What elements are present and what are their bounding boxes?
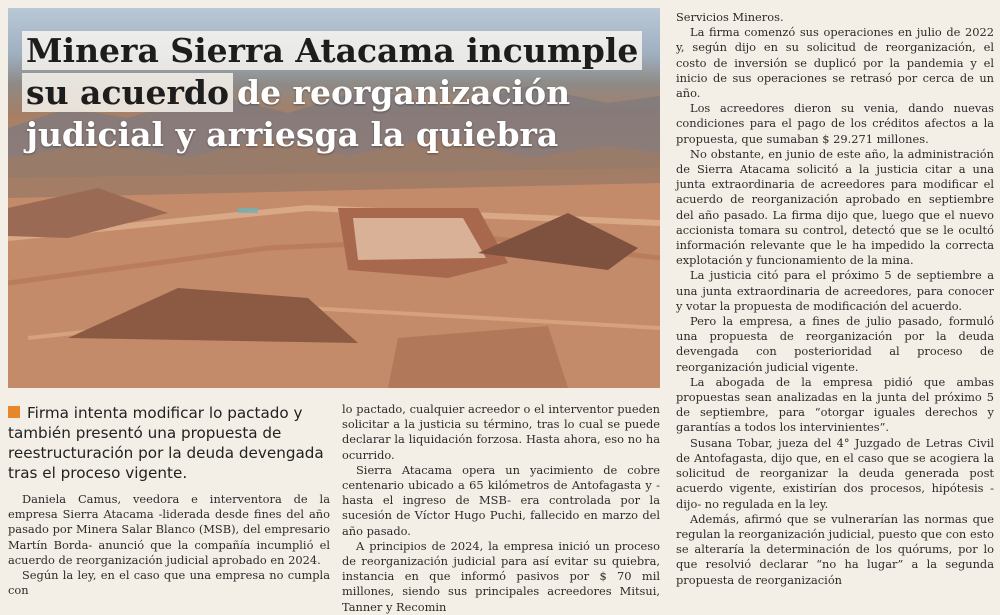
mine-aerial-photo — [8, 8, 660, 388]
orange-square-bullet-icon — [8, 406, 20, 418]
paragraph: La firma comenzó sus operaciones en julio de 2022 y, según dijo en su solicitud de reorganización, el costo de inversión se duplicó por la pandemia y el inicio de sus operaciones se retrasó por cerca de un año. — [676, 25, 994, 101]
paragraph: La abogada de la empresa pidió que ambas propuestas sean analizadas en la junta del próximo 5 de septiembre, para “otorgar iguales derechos y garantías a todos los intervinientes”. — [676, 374, 994, 435]
paragraph: lo pactado, cualquier acreedor o el interventor pueden solicitar a la justicia su término, tras lo cual se puede declarar la liquidación forzosa. Hasta ahora, eso no ha ocurrido. — [342, 402, 660, 462]
paragraph: Según la ley, en el caso que una empresa no cumpla con — [8, 568, 330, 598]
subheadline — [8, 403, 328, 483]
paragraph: Pero la empresa, a fines de julio pasado, formuló una propuesta de reorganización por la deuda devengada con posterioridad al proceso de reorganización judicial vigente. — [676, 314, 994, 374]
headline-line-2-light: de reorganización — [237, 73, 571, 112]
paragraph: Además, afirmó que se vulnerarían las normas que regulan la reorganización judicial, puesto que con esto se alteraría la determinación de los quórums, por lo que resolvió declarar “no ha lugar” a la segunda propuesta de reorganización — [676, 511, 994, 587]
paragraph: No obstante, en junio de este año, la administración de Sierra Atacama solicitó a la justicia citar a una junta extraordinaria de acreedores para modificar el acuerdo de reorganización aprobado en septiembre del año pasado. La firma dijo que, luego que el nuevo accionista tomara su control, detectó que se le ocultó información relevante que le ha impedido la correcta explotación y funcionamiento de la mina. — [676, 146, 994, 268]
paragraph: La justicia citó para el próximo 5 de septiembre a una junta extraordinaria de acreedores, para conocer y votar la propuesta de modificación del acuerdo. — [676, 268, 994, 313]
subheadline-text: Firma intenta modificar lo pactado y también presentó una propuesta de reestructuración por la deuda devengada tras el proceso vigente. — [8, 404, 324, 482]
paragraph: A principios de 2024, la empresa inició un proceso de reorganización judicial para así evitar su quiebra, instancia en que informó pasivos por $ 70 mil millones, siendo sus principales acreedores Mitsui, Tanner y Recomin — [342, 538, 660, 614]
paragraph: Los acreedores dieron su venia, dando nuevas condiciones para el pago de los créditos afectos a la propuesta, que sumaban $ 29.271 millones. — [676, 101, 994, 146]
paragraph: Daniela Camus, veedora e interventora de la empresa Sierra Atacama -liderada desde fines del año pasado por Minera Salar Blanco (MSB), del empresario Martín Borda- anunció que la compañía incumplió el acuerdo de reorganización judicial aprobado en 2024. — [8, 492, 330, 567]
paragraph: Susana Tobar, jueza del 4° Juzgado de Letras Civil de Antofagasta, dijo que, en el caso que se acogiera la solicitud de reorganizar la deuda generada post acuerdo vigente, existirían dos procesos, hipótesis -dijo- no regulada en la ley. — [676, 435, 994, 511]
headline-line-2-dark: su acuerdo — [22, 73, 233, 112]
article-column-3 — [676, 10, 994, 588]
paragraph: Servicios Mineros. — [676, 10, 784, 24]
paragraph: Sierra Atacama opera un yacimiento de cobre centenario ubicado a 65 kilómetros de Antofagasta y -hasta el ingreso de MSB- era controlada por la sucesión de Víctor Hugo Puchi, fallecido en marzo del año pasado. — [342, 462, 660, 538]
headline-line-3: judicial y arriesga la quiebra — [26, 115, 559, 154]
headline — [22, 30, 660, 156]
article-column-2 — [342, 402, 660, 615]
headline-line-1: Minera Sierra Atacama incumple — [22, 31, 642, 70]
article-column-1 — [8, 492, 330, 598]
